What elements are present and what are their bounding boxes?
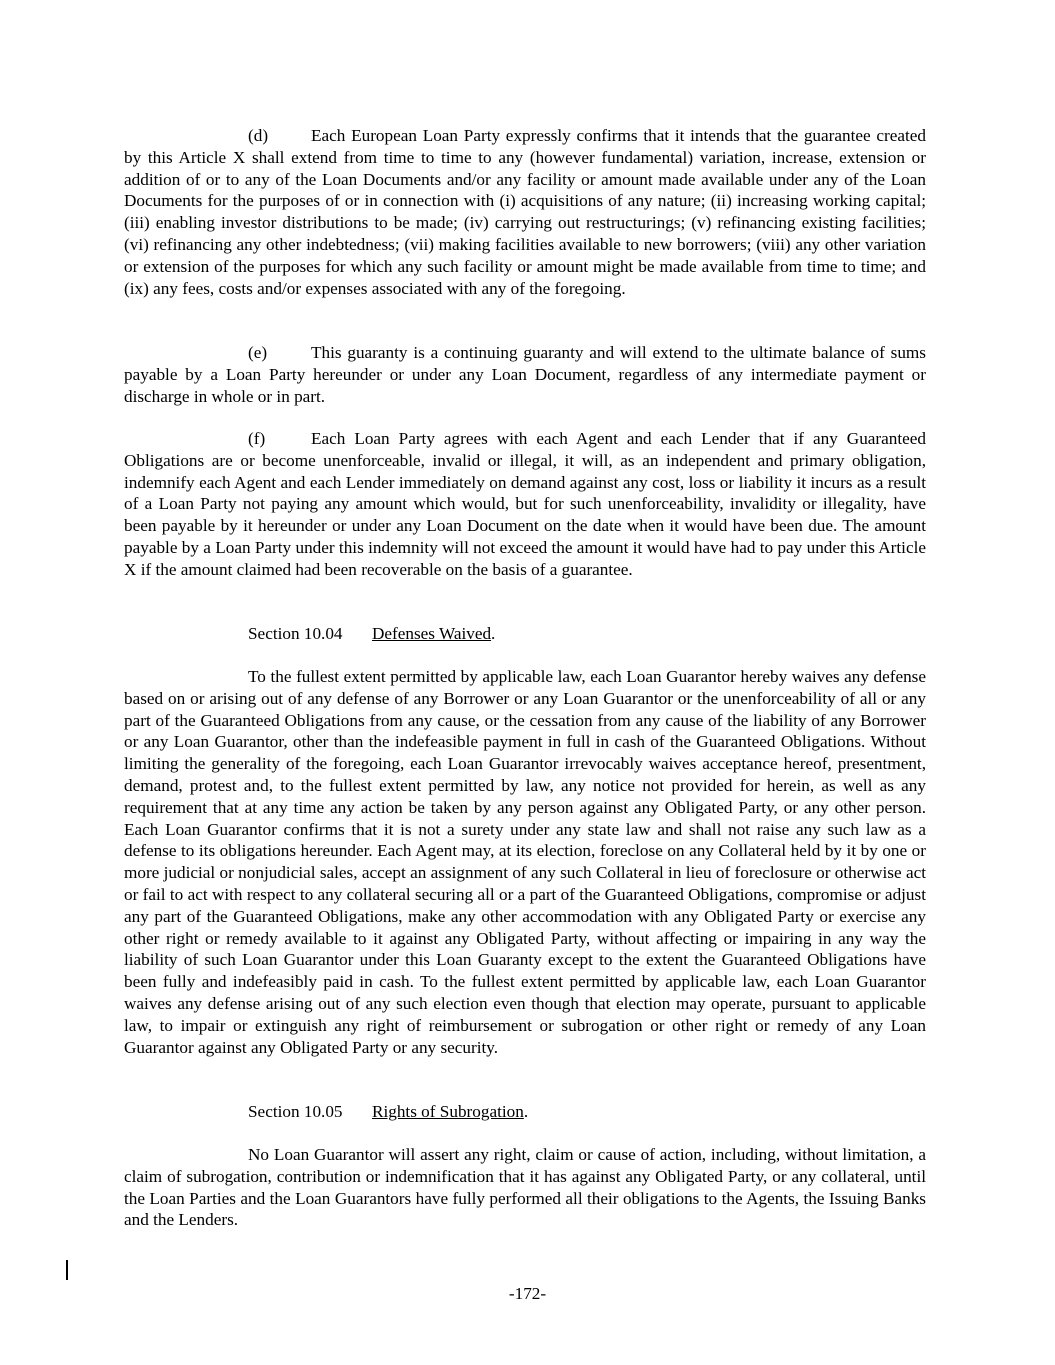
revision-change-bar (66, 1260, 68, 1280)
section-10-05-body: No Loan Guarantor will assert any right, claim or cause of action, including, without limitation, a claim of subrogation, contribution or indemnification that it has against any Obligated Party, or any collateral, until the Loan Parties and the Loan Guarantors have fully performed all their obligations to the Agents, the Issuing Banks and the Lenders. (124, 1145, 926, 1230)
paragraph-e (124, 342, 926, 407)
section-10-05-number: Section 10.05 (248, 1102, 343, 1121)
paragraph-e-text: This guaranty is a continuing guaranty and will extend to the ultimate balance of sums payable by a Loan Party hereunder or under any Loan Document, regardless of any intermediate payment or discharge in whole or in part. (124, 343, 926, 406)
paragraph-d-label: (d) (248, 126, 269, 145)
section-10-05-heading: Section 10.05 Rights of Subrogation. (248, 1102, 529, 1121)
section-10-04-number: Section 10.04 (248, 624, 343, 643)
paragraph-d-text: Each European Loan Party expressly confirms that it intends that the guarantee created by this Article X shall extend from time to time to any (however fundamental) variation, increase, extension or addition of or to any of the Loan Documents and/or any facility or amount made available under any of the Loan Documents for the purposes of or in connection with (i) acquisitions of any nature; (ii) increasing working capital; (iii) enabling investor distributions to be made; (iv) carrying out restructurings; (v) refinancing existing facilities; (vi) refinancing any other indebtedness; (vii) making facilities available to new borrowers; (viii) any other variation or extension of the purposes for which any such facility or amount might be made available from time to time; and (ix) any fees, costs and/or expenses associated with any of the foregoing. (124, 126, 926, 298)
section-10-05-title: Rights of Subrogation (372, 1102, 524, 1121)
section-10-04-title: Defenses Waived (372, 624, 492, 643)
paragraph-e-label: (e) (248, 343, 268, 362)
page-number: -172- (508, 1284, 547, 1303)
paragraph-f (124, 428, 926, 581)
paragraph-d (124, 125, 926, 299)
paragraph-f-text: Each Loan Party agrees with each Agent and each Lender that if any Guaranteed Obligations are or become unenforceable, invalid or illegal, it will, as an independent and primary obligation, indemnify each Agent and each Lender immediately on demand against any cost, loss or liability it incurs as a result of a Loan Party not paying any amount which would, but for such unenforceability, invalidity or illegality, have been payable by it hereunder or under any Loan Document on the date when it would have been due. The amount payable by a Loan Party under this indemnity will not exceed the amount it would have had to pay under this Article X if the amount claimed had been recoverable on the basis of a guarantee. (124, 429, 926, 579)
paragraph-f-label: (f) (248, 429, 266, 448)
section-10-04-body: To the fullest extent permitted by applicable law, each Loan Guarantor hereby waives any defense based on or arising out of any defense of any Borrower or any Loan Guarantor or the unenforceability of all or any part of the Guaranteed Obligations from any cause, or the cessation from any cause of the liability of any Borrower or any Loan Guarantor, other than the indefeasible payment in full in cash of the Guaranteed Obligations. Without limiting the generality of the foregoing, each Loan Guarantor irrevocably waives acceptance hereof, presentment, demand, protest and, to the fullest extent permitted by law, any notice not provided for herein, as well as any requirement that at any time any action be taken by any person against any Obligated Party, or any other person. Each Loan Guarantor confirms that it is not a surety under any state law and shall not raise any such law as a defense to its obligations hereunder. Each Agent may, at its election, foreclose on any Collateral held by it by one or more judicial or nonjudicial sales, accept an assignment of any such Collateral in lieu of foreclosure or otherwise act or fail to act with respect to any collateral securing all or a part of the Guaranteed Obligations, compromise or adjust any part of the Guaranteed Obligations, make any other accommodation with any Obligated Party or exercise any other right or remedy available to it against any Obligated Party, without affecting or impairing in any way the liability of such Loan Guarantor under this Loan Guaranty except to the extent the Guaranteed Obligations have been fully and indefeasibly paid in cash. To the fullest extent permitted by applicable law, each Loan Guarantor waives any defense arising out of any such election even though that election may operate, pursuant to applicable law, to impair or extinguish any right of reimbursement or subrogation or other right or remedy of any Loan Guarantor against any Obligated Party or any security. (124, 667, 926, 1057)
section-10-04-heading: Section 10.04 Defenses Waived. (248, 624, 496, 643)
